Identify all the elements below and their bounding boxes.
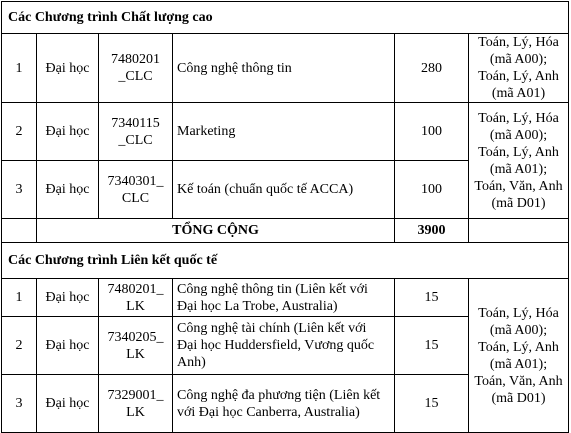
- section-title: Các Chương trình Chất lượng cao: [2, 2, 569, 34]
- row-number: 3: [2, 161, 37, 219]
- level-cell: Đại học: [37, 161, 99, 219]
- level-cell: Đại học: [37, 375, 99, 433]
- major-name-cell: Công nghệ tài chính (Liên kết với Đại học Huddersfield, Vương quốc Anh): [173, 317, 395, 375]
- major-code-cell: 7329001_ LK: [99, 375, 173, 433]
- level-cell: Đại học: [37, 103, 99, 161]
- level-cell: Đại học: [37, 279, 99, 317]
- row-number: 3: [2, 375, 37, 433]
- quota-cell: 15: [395, 279, 469, 317]
- admission-table: [1, 1, 569, 433]
- total-row: [2, 219, 569, 243]
- major-name-cell: Kế toán (chuẩn quốc tế ACCA): [173, 161, 395, 219]
- major-name-cell: Công nghệ thông tin (Liên kết với Đại học La Trobe, Australia): [173, 279, 395, 317]
- quota-cell: 15: [395, 317, 469, 375]
- quota-cell: 15: [395, 375, 469, 433]
- empty-cell: [2, 219, 37, 243]
- section-header-international: [2, 243, 569, 279]
- row-number: 2: [2, 103, 37, 161]
- quota-cell: 280: [395, 34, 469, 103]
- level-cell: Đại học: [37, 317, 99, 375]
- subject-combos-cell: Toán, Lý, Hóa (mã A00); Toán, Lý, Anh (mã A01): [469, 34, 569, 103]
- table-row: [2, 279, 569, 317]
- section-title: Các Chương trình Liên kết quốc tế: [2, 243, 569, 279]
- row-number: 1: [2, 34, 37, 103]
- major-name-cell: Công nghệ thông tin: [173, 34, 395, 103]
- major-code-cell: 7480201_ LK: [99, 279, 173, 317]
- major-code-cell: 7340115 _CLC: [99, 103, 173, 161]
- subject-combos-cell: Toán, Lý, Hóa (mã A00); Toán, Lý, Anh (mã A01); Toán, Văn, Anh (mã D01): [469, 279, 569, 433]
- major-name-cell: Công nghệ đa phương tiện (Liên kết với Đại học Canberra, Australia): [173, 375, 395, 433]
- major-code-cell: 7340205_ LK: [99, 317, 173, 375]
- quota-cell: 100: [395, 161, 469, 219]
- row-number: 1: [2, 279, 37, 317]
- row-number: 2: [2, 317, 37, 375]
- subject-combos-cell: Toán, Lý, Hóa (mã A00); Toán, Lý, Anh (mã A01); Toán, Văn, Anh (mã D01): [469, 103, 569, 219]
- quota-cell: 100: [395, 103, 469, 161]
- level-cell: Đại học: [37, 34, 99, 103]
- empty-cell: [469, 219, 569, 243]
- total-label: TỔNG CỘNG: [37, 219, 395, 243]
- major-code-cell: 7340301_ CLC: [99, 161, 173, 219]
- major-code-cell: 7480201 _CLC: [99, 34, 173, 103]
- section-header-high-quality: [2, 2, 569, 34]
- table-row: [2, 103, 569, 161]
- total-value: 3900: [395, 219, 469, 243]
- major-name-cell: Marketing: [173, 103, 395, 161]
- table-row: [2, 34, 569, 103]
